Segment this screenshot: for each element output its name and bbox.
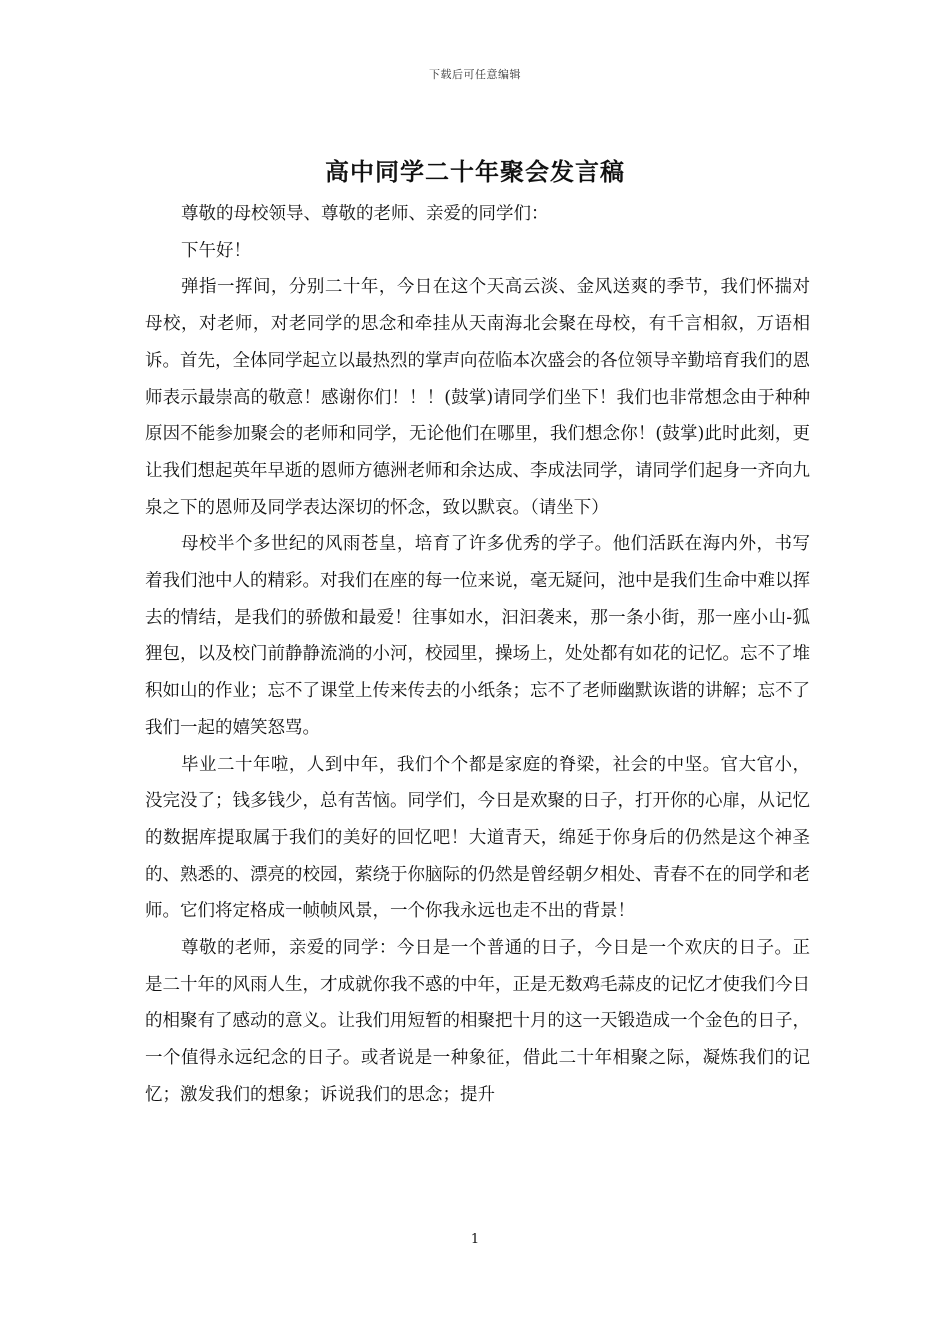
salutation-paragraph: 尊敬的母校领导、尊敬的老师、亲爱的同学们： [181, 204, 549, 224]
body-paragraph: 尊敬的老师，亲爱的同学：今日是一个普通的日子，今日是一个欢庆的日子。正是二十年的风雨人生，才成就你我不惑的中年，正是无数鸡毛蒜皮的记忆才使我们今日的相聚有了感动的意义。让我们用短暂的相聚把十月的这一天锻造成一个金色的日子，一个值得永远纪念的日子。或者说是一种象征，借此二十年相聚之际，凝炼我们的记忆；激发我们的想象；诉说我们的思念；提升 [145, 938, 810, 1105]
document-body [145, 196, 810, 1114]
greeting-paragraph: 下午好！ [181, 240, 251, 261]
body-paragraph: 母校半个多世纪的风雨苍皇，培育了许多优秀的学子。他们活跃在海内外，书写着我们池中人的精彩。对我们在座的每一位来说，毫无疑问，池中是我们生命中难以挥去的情结，是我们的骄傲和最爱！往事如水，汩汩袭来，那一条小街，那一座小山-狐狸包，以及校门前静静流淌的小河，校园里，操场上，处处都有如花的记忆。忘不了堆积如山的作业；忘不了课堂上传来传去的小纸条；忘不了老师幽默诙谐的讲解；忘不了我们一起的嬉笑怒骂。 [145, 534, 810, 738]
page-number: 1 [470, 1232, 480, 1247]
body-paragraph: 弹指一挥间，分别二十年，今日在这个天高云淡、金风送爽的季节，我们怀揣对母校，对老师，对老同学的思念和牵挂从天南海北会聚在母校，有千言相叙，万语相诉。首先，全体同学起立以最热烈的掌声向莅临本次盛会的各位领导辛勤培育我们的恩师表示最崇高的敬意！感谢你们！！！(鼓掌)请同学们坐下！我们也非常想念由于种种原因不能参加聚会的老师和同学，无论他们在哪里，我们想念你！(鼓掌)此时此刻，更让我们想起英年早逝的恩师方德洲老师和余达成、李成法同学，请同学们起身一齐向九泉之下的恩师及同学表达深切的怀念，致以默哀。（请坐下） [145, 277, 810, 518]
body-paragraph: 毕业二十年啦，人到中年，我们个个都是家庭的脊梁，社会的中坚。官大官小，没完没了；钱多钱少，总有苦恼。同学们，今日是欢聚的日子，打开你的心扉，从记忆的数据库提取属于我们的美好的回忆吧！大道青天，绵延于你身后的仍然是这个神圣的、熟悉的、漂亮的校园，萦绕于你脑际的仍然是曾经朝夕相处、青春不在的同学和老师。它们将定格成一帧帧风景，一个你我永远也走不出的背景！ [145, 754, 810, 922]
header-note: 下载后可任意编辑 [429, 68, 521, 81]
document-title: 高中同学二十年聚会发言稿 [325, 157, 625, 186]
